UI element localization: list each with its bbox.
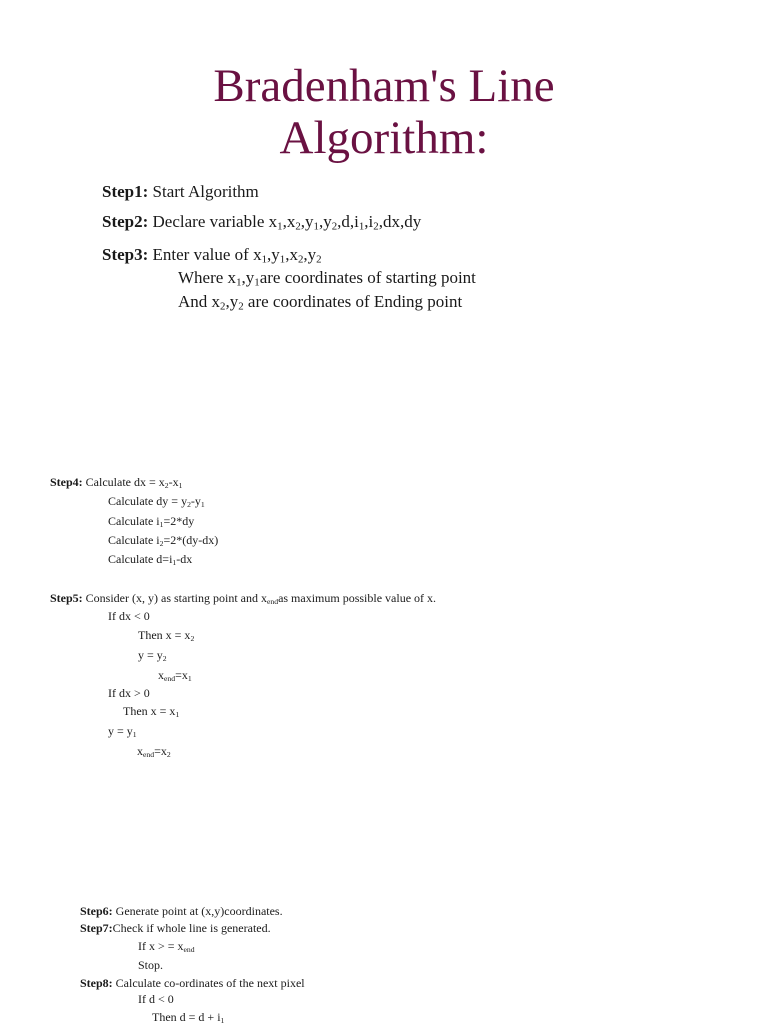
step-2 [102,212,421,232]
step-text: Declare variable $x_1,x_2,y_1,y_2,d,i_1,i_2,dx,dy$ [152,212,422,233]
step-label: Step1: [102,182,149,201]
step-label: Step7: [80,921,113,935]
step-6 [80,904,283,919]
step-label: Step4: [50,475,83,489]
step-text: Enter value of $x_1,y_1,x_2,y_2$ [152,245,322,266]
step-label: Step2: [102,212,149,231]
step-label: Step8: [80,976,113,990]
step-4-line: Calculate dy = $y_2-y_1$ [108,494,205,509]
step-5 [50,591,436,606]
step-8 [80,976,305,991]
step-5-line: If dx > 0 [108,686,150,700]
step-text: Calculate co-ordinates of the next pixel [115,976,305,990]
step-label: Step5: [50,591,83,605]
step-label: Step6: [80,904,113,918]
step-7-line: Stop. [138,958,164,972]
step-7 [80,921,271,936]
step-7-line: If x > = $x_{end}$ [138,939,195,954]
step-4-line: Calculate $i_1=2*dy$ [108,514,195,529]
step-1 [102,182,259,202]
title-line-2: Algorithm: [279,112,489,164]
step-5-line: $x_{end}=x_1$ [158,668,192,683]
step-3 [102,245,322,265]
step-5-line: Then $x = x_1$ [123,704,180,719]
step-8-line: If d < 0 [138,992,174,1006]
step-text: Start Algorithm [152,182,259,201]
title-line-1: Bradenham's Line [213,60,555,112]
step-5-line: If dx < 0 [108,609,150,623]
step-label: Step3: [102,245,149,264]
step-8-line: Then $d = d + i_1$ [152,1010,225,1025]
step-text: Consider (x, y) as starting point and $x_{end}as$ maximum possible value of x. [85,591,437,606]
step-text: Calculate dx = $x_2-x_1$ [85,475,183,490]
step-3-and: And $x_2,y_2$ are coordinates of Ending point [178,292,463,313]
step-4-line: Calculate $i_2=2*(dy-dx)$ [108,533,219,548]
step-5-line: $y = y_1$ [108,724,137,739]
step-3-where: Where $x_1,y_1are$ coordinates of starting point [178,268,476,289]
step-4-line: Calculate $d=i_1-dx$ [108,552,193,567]
step-4 [50,475,182,490]
step-5-line: $x_{end}=x_2$ [137,744,171,759]
step-5-line: Then $x = x_2$ [138,628,195,643]
step-text: Check if whole line is generated. [112,921,271,935]
step-text: Generate point at (x,y)coordinates. [115,904,283,918]
step-5-line: $y = y_2$ [138,648,167,663]
